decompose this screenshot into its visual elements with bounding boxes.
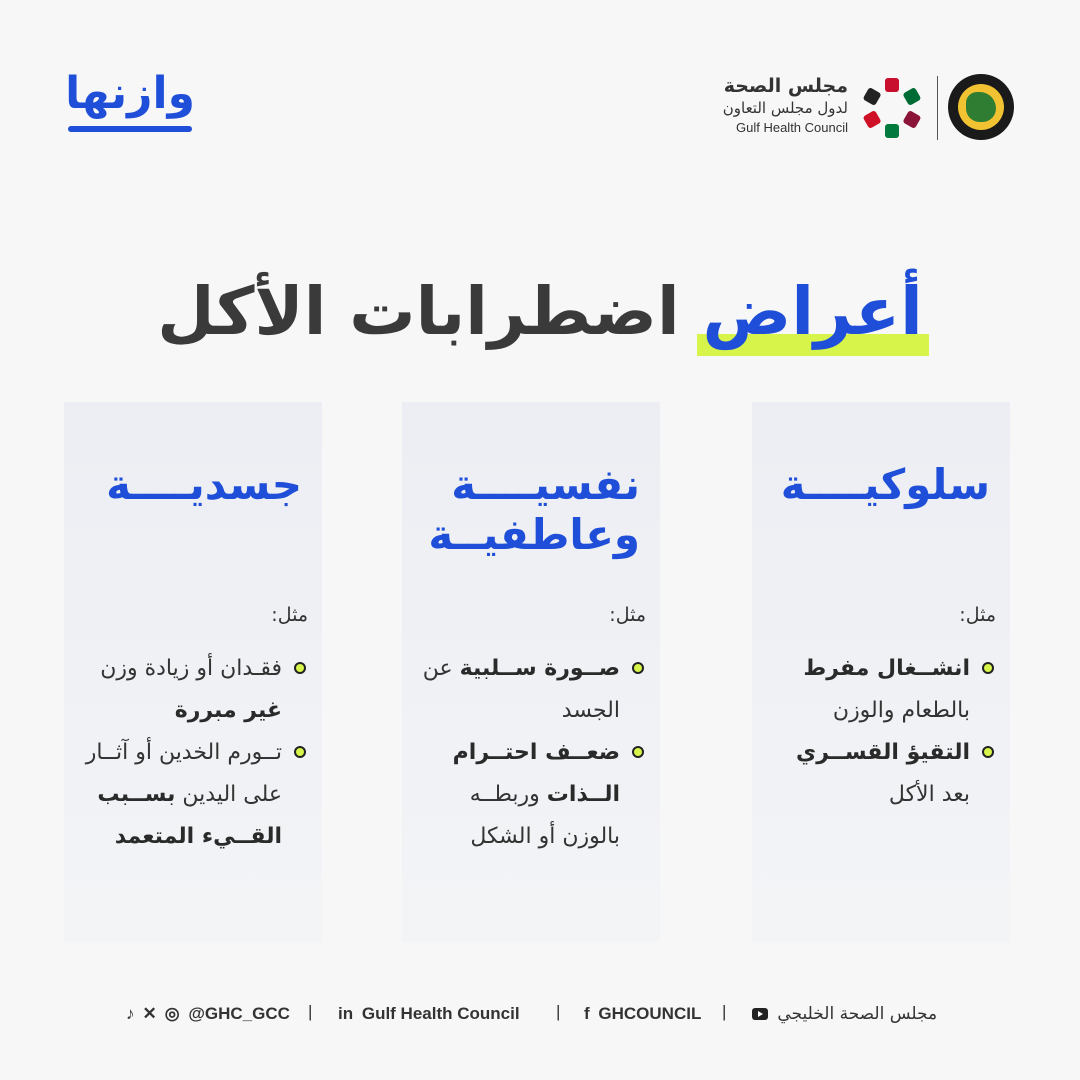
linkedin-icon: in — [338, 1004, 354, 1023]
item-bold: التقيؤ القســري — [796, 740, 970, 765]
symptom-column-emotional — [402, 402, 660, 942]
title-rest: اضطرابات الأكل — [157, 273, 680, 350]
footer-separator: | — [308, 1002, 313, 1021]
youtube-link[interactable] — [748, 1004, 937, 1024]
bullet-icon — [294, 746, 306, 758]
footer-separator: | — [722, 1002, 727, 1021]
linkedin-link[interactable] — [334, 1004, 520, 1024]
list-item — [78, 732, 308, 858]
column-title-line: وعاطفيــة — [428, 510, 640, 559]
campaign-logo-text: وازنها — [65, 68, 195, 119]
item-bold: صــورة ســلبية — [459, 656, 620, 681]
youtube-text: مجلس الصحة الخليجي — [777, 1004, 938, 1024]
facebook-text: GHCOUNCIL — [598, 1004, 702, 1023]
example-label: مثل: — [609, 604, 646, 626]
council-name-ar: مجلس الصحة — [723, 75, 848, 97]
example-label: مثل: — [271, 604, 308, 626]
gcc-flags-ring-icon — [858, 74, 926, 142]
item-bold: غير مبررة — [174, 698, 282, 723]
item-bold: انشــغال مفرط — [803, 656, 970, 681]
facebook-icon: f — [584, 1004, 590, 1023]
youtube-icon — [752, 1004, 768, 1024]
item-bold: بســبب القــيء المتعمد — [97, 782, 282, 849]
list-item — [766, 732, 996, 816]
column-title-line: جسديــــة — [106, 460, 302, 509]
bullet-icon — [632, 662, 644, 674]
bullet-icon — [632, 746, 644, 758]
list-item — [766, 648, 996, 732]
symptom-column-physical — [64, 402, 322, 942]
header-divider — [937, 76, 938, 140]
bullet-icon — [294, 662, 306, 674]
column-title-line: نفسيــــة — [451, 460, 640, 509]
council-name-block — [688, 74, 848, 138]
footer-social-bar — [80, 998, 1000, 1032]
column-title — [760, 460, 990, 510]
column-title — [410, 460, 640, 560]
item-text: فقـدان أو زيادة وزن — [100, 656, 282, 681]
council-name-en: Gulf Health Council — [736, 120, 848, 135]
symptom-column-behavioral — [752, 402, 1010, 942]
list-item — [416, 648, 646, 732]
symptom-list — [416, 648, 646, 858]
list-item — [78, 648, 308, 732]
item-bold: ضعــف احتــرام الــذات — [452, 740, 620, 807]
title-highlight: أعراض — [703, 262, 923, 362]
tiktok-icon: ♪ — [126, 1004, 135, 1023]
instagram-icon: ◎ — [164, 1004, 180, 1023]
x-icon: ✕ — [142, 1004, 157, 1023]
column-title-line: سلوكيــــة — [780, 460, 990, 509]
bullet-icon — [982, 662, 994, 674]
campaign-logo — [62, 66, 198, 144]
item-text: وربطــه بالوزن أو الشكل — [469, 782, 620, 849]
item-text: عن الجسد — [422, 656, 620, 723]
gcc-emblem-icon — [948, 74, 1014, 140]
symptom-list — [766, 648, 996, 816]
example-label: مثل: — [959, 604, 996, 626]
item-text: بالطعام والوزن — [832, 698, 970, 723]
bullet-icon — [982, 746, 994, 758]
symptom-list — [78, 648, 308, 858]
council-subname-ar: لدول مجلس التعاون — [722, 99, 848, 117]
footer-separator: | — [556, 1002, 561, 1021]
page-title — [80, 262, 1000, 362]
item-text: تــورم الخدين أو آثــار على اليدين — [85, 740, 282, 807]
council-header — [714, 70, 1014, 146]
logo-underline — [68, 126, 192, 132]
column-title — [72, 460, 302, 510]
facebook-link[interactable] — [580, 1004, 701, 1024]
linkedin-text: Gulf Health Council — [361, 1004, 520, 1023]
social-handle[interactable] — [122, 1004, 290, 1024]
list-item — [416, 732, 646, 858]
item-text: بعد الأكل — [888, 782, 970, 807]
handle-text: @GHC_GCC — [188, 1004, 290, 1023]
